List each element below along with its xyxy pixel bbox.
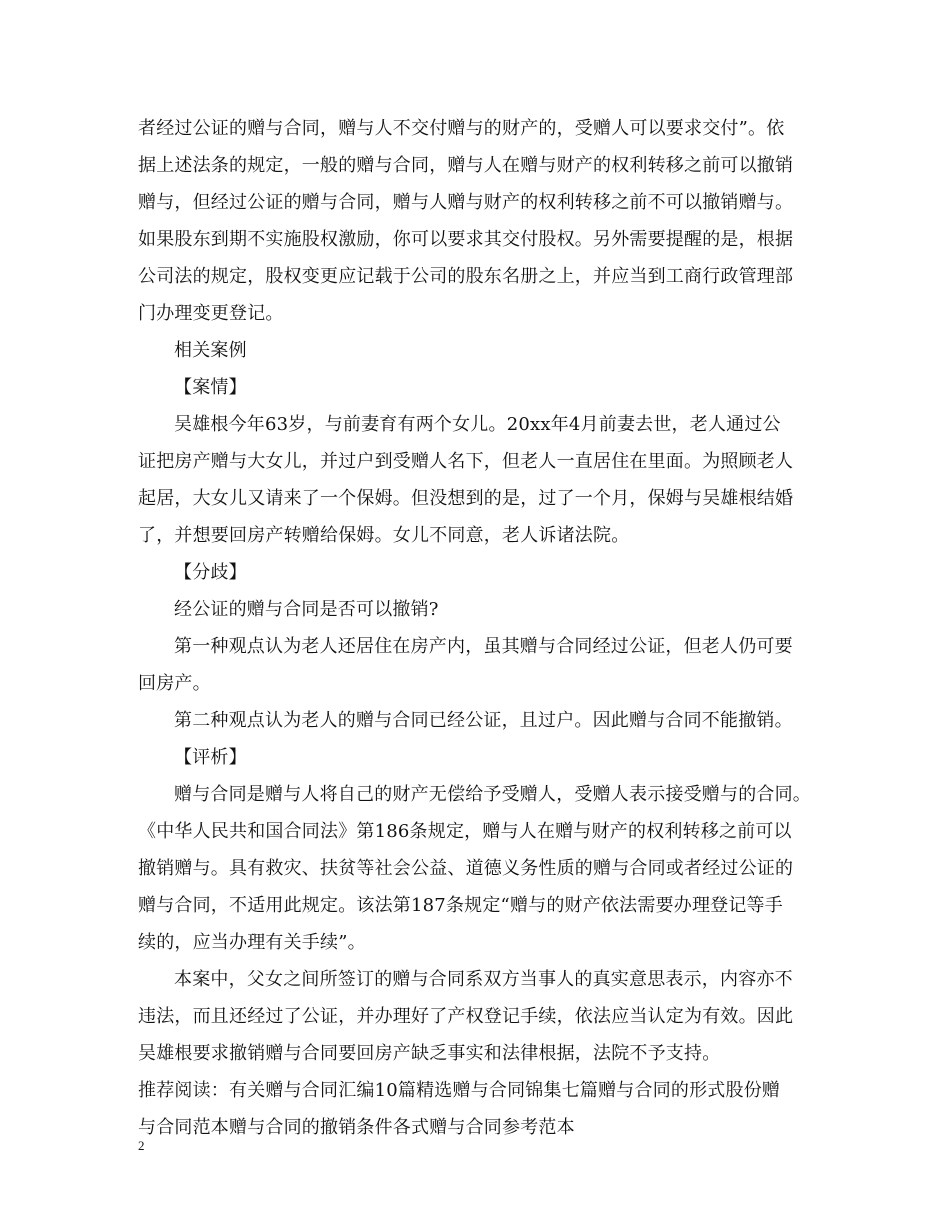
- document-body: [138, 110, 818, 1146]
- text-line: 证把房产赠与大女儿，并过户到受赠人名下，但老人一直居住在里面。为照顾老人: [138, 451, 794, 472]
- text-line: 违法，而且还经过了公证，并办理好了产权登记手续，依法应当认定为有效。因此: [138, 1006, 794, 1027]
- text-line: 推荐阅读：有关赠与合同汇编10篇精选赠与合同锦集七篇赠与合同的形式股份赠: [138, 1080, 781, 1101]
- text-line: 第二种观点认为老人的赠与合同已经公证，且过户。因此赠与合同不能撤销。: [174, 710, 793, 731]
- text-line: 赠与，但经过公证的赠与合同，赠与人赠与财产的权利转移之前不可以撤销赠与。: [138, 192, 794, 213]
- text-line: 赠与合同是赠与人将自己的财产无偿给予受赠人，受赠人表示接受赠与的合同。: [174, 784, 811, 805]
- text-line: 本案中，父女之间所签订的赠与合同系双方当事人的真实意思表示，内容亦不: [174, 969, 793, 990]
- text-line: 【案情】: [174, 377, 247, 398]
- text-line: 【评析】: [174, 747, 247, 768]
- text-line: 了，并想要回房产转赠给保姆。女儿不同意，老人诉诸法院。: [138, 525, 630, 546]
- text-line: 起居，大女儿又请来了一个保姆。但没想到的是，过了一个月，保姆与吴雄根结婚: [138, 488, 794, 509]
- text-line: 第一种观点认为老人还居住在房产内，虽其赠与合同经过公证，但老人仍可要: [174, 636, 793, 657]
- page-number: 2: [138, 1138, 145, 1153]
- text-line: 公司法的规定，股权变更应记载于公司的股东名册之上，并应当到工商行政管理部: [138, 266, 794, 287]
- text-line: 如果股东到期不实施股权激励，你可以要求其交付股权。另外需要提醒的是，根据: [138, 229, 794, 250]
- text-line: 【分歧】: [174, 562, 247, 583]
- text-line: 门办理变更登记。: [138, 303, 284, 324]
- text-line: 与合同范本赠与合同的撤销条件各式赠与合同参考范本: [138, 1117, 575, 1138]
- text-line: 相关案例: [174, 340, 247, 361]
- text-line: 撤销赠与。具有救灾、扶贫等社会公益、道德义务性质的赠与合同或者经过公证的: [138, 858, 794, 879]
- text-line: 赠与合同，不适用此规定。该法第187条规定“赠与的财产依法需要办理登记等手: [138, 895, 783, 916]
- text-line: 续的，应当办理有关手续”。: [138, 932, 366, 953]
- text-line: 者经过公证的赠与合同，赠与人不交付赠与的财产的，受赠人可以要求交付”。依: [138, 118, 785, 139]
- text-line: 吴雄根今年63岁，与前妻育有两个女儿。20xx年4月前妻去世，老人通过公: [174, 414, 781, 435]
- text-line: 据上述法条的规定，一般的赠与合同，赠与人在赠与财产的权利转移之前可以撤销: [138, 155, 794, 176]
- text-line: 回房产。: [138, 673, 211, 694]
- text-line: 吴雄根要求撤销赠与合同要回房产缺乏事实和法律根据，法院不予支持。: [138, 1043, 721, 1064]
- text-line: 《中华人民共和国合同法》第186条规定，赠与人在赠与财产的权利转移之前可以: [138, 821, 792, 842]
- text-line: 经公证的赠与合同是否可以撤销?: [174, 599, 439, 620]
